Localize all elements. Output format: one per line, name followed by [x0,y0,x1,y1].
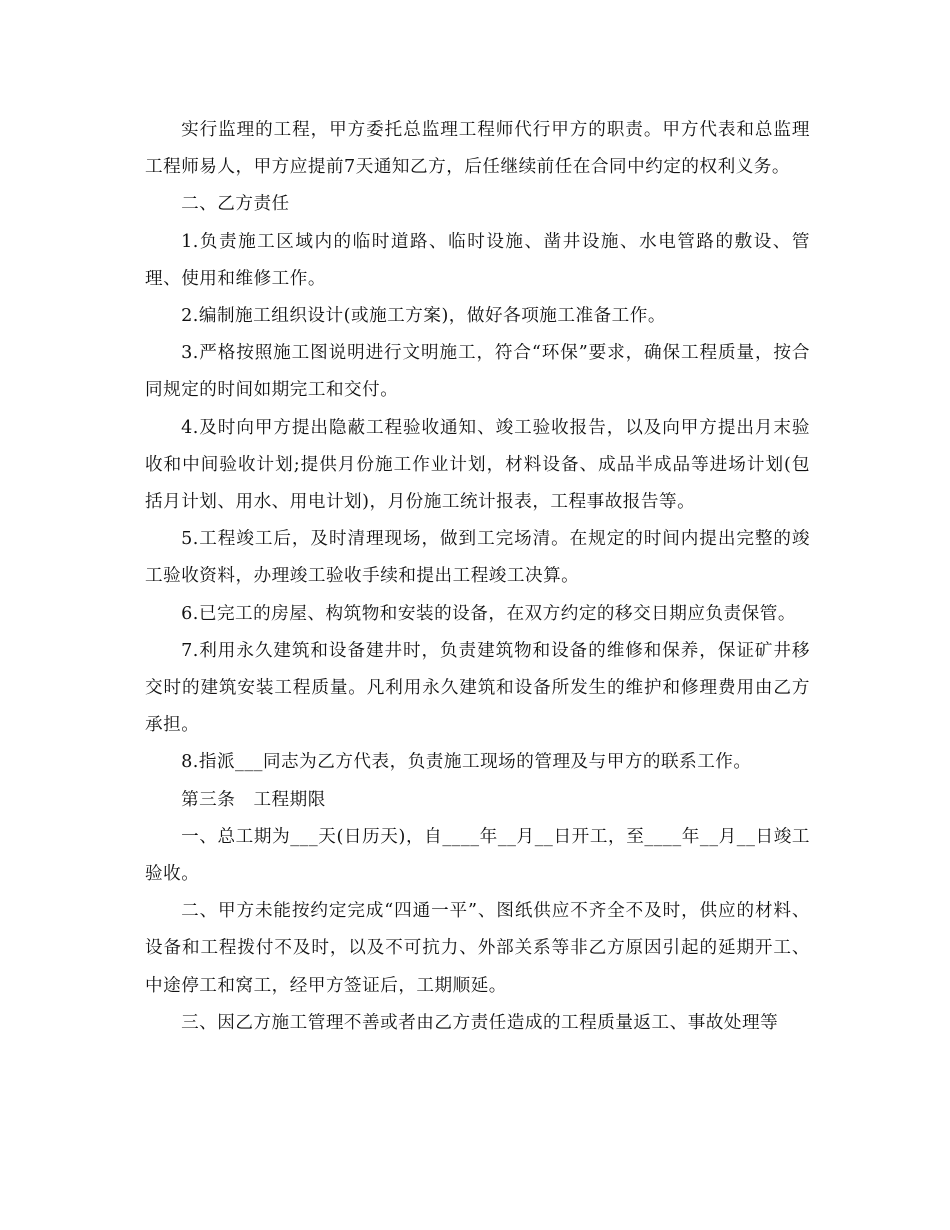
clause-3: 3.严格按照施工图说明进行文明施工，符合“环保”要求，确保工程质量，按合同规定的时间如期完工和交付。 [145,343,810,401]
clause-2: 2.编制施工组织设计(或施工方案)，做好各项施工准备工作。 [181,306,666,327]
clause-4: 4.及时向甲方提出隐蔽工程验收通知、竣工验收报告，以及向甲方提出月末验收和中间验收计划;提供月份施工作业计划，材料设备、成品半成品等进场计划(包括月计划、用水、用电计划)，月份施工统计报表，工程事故报告等。 [145,417,810,513]
clause-5: 5.工程竣工后，及时清理现场，做到工完场清。在规定的时间内提出完整的竣工验收资料，办理竣工验收手续和提出工程竣工决算。 [145,529,810,587]
period-clause-1: 一、总工期为___天(日历天)，自____年__月__日开工，至____年__月__日竣工验收。 [145,826,810,885]
document-body [145,112,810,1042]
clause-6: 6.已完工的房屋、构筑物和安装的设备，在双方约定的移交日期应负责保管。 [181,603,796,624]
period-clause-2: 二、甲方未能按约定完成“四通一平”、图纸供应不齐全不及时，供应的材料、设备和工程拨付不及时，以及不可抗力、外部关系等非乙方原因引起的延期开工、中途停工和窝工，经甲方签证后，工期顺延。 [145,901,810,996]
period-clause-3: 三、因乙方施工管理不善或者由乙方责任造成的工程质量返工、事故处理等 [181,1012,779,1033]
clause-8: 8.指派___同志为乙方代表，负责施工现场的管理及与甲方的联系工作。 [181,752,752,773]
paragraph-supervision: 实行监理的工程，甲方委托总监理工程师代行甲方的职责。甲方代表和总监理工程师易人，甲方应提前7天通知乙方，后任继续前任在合同中约定的权利义务。 [145,120,810,178]
clause-7: 7.利用永久建筑和设备建井时，负责建筑物和设备的维修和保养，保证矿井移交时的建筑安装工程质量。凡利用永久建筑和设备所发生的维护和修理费用由乙方承担。 [145,640,810,736]
article-heading-project-period: 第三条 工程期限 [181,789,326,810]
clause-1: 1.负责施工区域内的临时道路、临时设施、凿井设施、水电管路的敷设、管理、使用和维修工作。 [145,231,810,289]
section-heading-party-b-duties: 二、乙方责任 [181,194,290,215]
